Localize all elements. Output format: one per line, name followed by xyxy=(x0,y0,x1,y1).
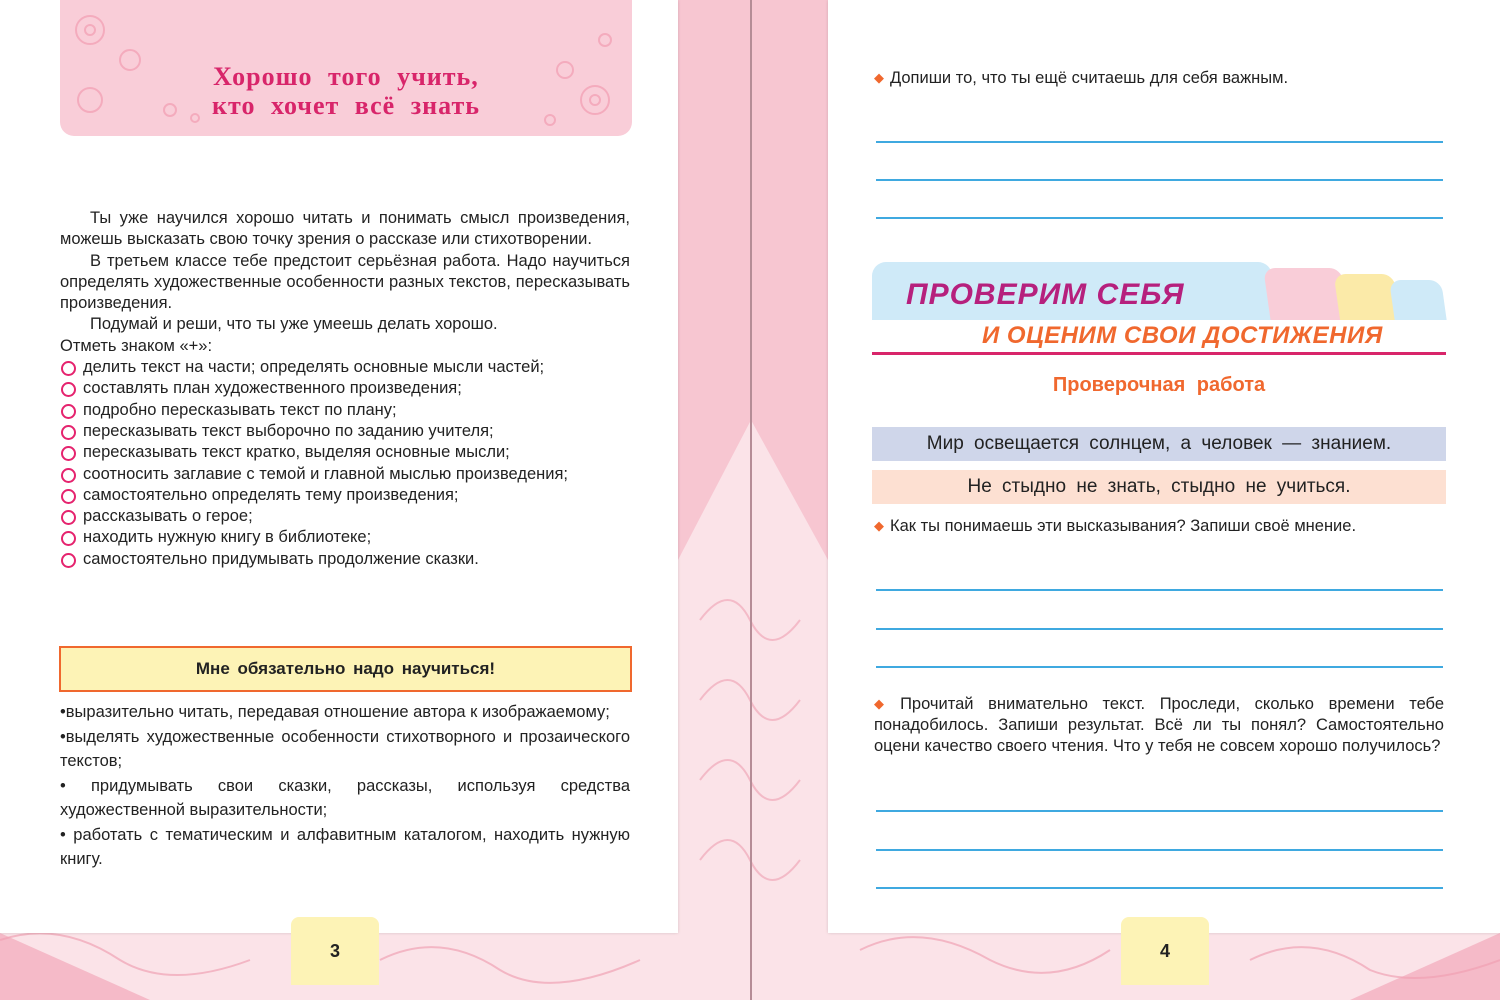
list-item: • придумывать свои сказки, рассказы, используя средства художественной выразительности; xyxy=(60,776,630,819)
section-title: ПРОВЕРИМ СЕБЯ xyxy=(906,278,1185,311)
book-spine xyxy=(750,0,752,1000)
answer-line[interactable] xyxy=(876,887,1443,889)
skill-checklist xyxy=(60,357,630,570)
checkbox-circle-icon[interactable] xyxy=(61,489,76,504)
list-item: самостоятельно придумывать продолжение сказки. xyxy=(60,549,630,570)
answer-line[interactable] xyxy=(876,141,1443,143)
paragraph: Отметь знаком «+»: xyxy=(60,336,213,355)
answer-line[interactable] xyxy=(876,666,1443,668)
page-number-left: 3 xyxy=(291,917,379,985)
checkbox-circle-icon[interactable] xyxy=(61,531,76,546)
intro-text xyxy=(60,208,630,570)
list-item: •выразительно читать, передавая отношение автора к изображаемому; xyxy=(60,703,610,721)
quote-2: Не стыдно не знать, стыдно не учиться. xyxy=(872,470,1446,504)
must-learn-heading: Мне обязательно надо научиться! xyxy=(59,646,632,692)
answer-line[interactable] xyxy=(876,217,1443,219)
section-header xyxy=(872,258,1446,358)
task-3: ◆ Прочитай внимательно текст. Проследи, сколько времени тебе понадобилось. Запиши результат. Всё ли ты понял? Самостоятельно оцени качество своего чтения. Что у тебя не совсем хорошо получилось? xyxy=(874,695,1445,755)
list-item: находить нужную книгу в библиотеке; xyxy=(60,527,630,548)
test-title: Проверочная работа xyxy=(1052,374,1266,396)
quote-1: Мир освещается солнцем, а человек — знанием. xyxy=(872,427,1446,461)
answer-line[interactable] xyxy=(876,179,1443,181)
list-item: пересказывать текст выборочно по заданию учителя; xyxy=(60,421,630,442)
paragraph: Ты уже научился хорошо читать и понимать смысл произведения, можешь высказать свою точку зрения о рассказе или стихотворении. xyxy=(60,209,630,249)
task-2: ◆ Как ты понимаешь эти высказывания? Запиши своё мнение. xyxy=(874,517,1357,535)
list-item: самостоятельно определять тему произведения; xyxy=(60,485,630,506)
answer-line[interactable] xyxy=(876,628,1443,630)
list-item: делить текст на части; определять основные мысли частей; xyxy=(60,357,630,378)
list-item: • работать с тематическим и алфавитным каталогом, находить нужную книгу. xyxy=(60,825,630,868)
list-item: подробно пересказывать текст по плану; xyxy=(60,400,630,421)
answer-line[interactable] xyxy=(876,589,1443,591)
checkbox-circle-icon[interactable] xyxy=(61,382,76,397)
list-item: составлять план художественного произведения; xyxy=(60,378,630,399)
paragraph: Подумай и реши, что ты уже умеешь делать хорошо. xyxy=(90,315,498,334)
answer-line[interactable] xyxy=(876,810,1443,812)
checkbox-circle-icon[interactable] xyxy=(61,510,76,525)
page-title xyxy=(60,62,632,120)
divider xyxy=(872,352,1446,355)
must-learn-list xyxy=(60,700,630,872)
diamond-bullet-icon: ◆ xyxy=(874,696,895,711)
checkbox-circle-icon[interactable] xyxy=(61,361,76,376)
page-number-right: 4 xyxy=(1121,917,1209,985)
checkbox-circle-icon[interactable] xyxy=(61,404,76,419)
checkbox-circle-icon[interactable] xyxy=(61,446,76,461)
paragraph: В третьем классе тебе предстоит серьёзная работа. Надо научиться определять художественные особенности разных текстов, пересказывать произведения. xyxy=(60,251,630,313)
title-line-1: Хорошо того учить, xyxy=(213,62,479,91)
list-item: соотносить заглавие с темой и главной мыслью произведения; xyxy=(60,464,630,485)
checkbox-circle-icon[interactable] xyxy=(61,553,76,568)
list-item: пересказывать текст кратко, выделяя основные мысли; xyxy=(60,442,630,463)
list-item: рассказывать о герое; xyxy=(60,506,630,527)
checkbox-circle-icon[interactable] xyxy=(61,468,76,483)
task-1: ◆ Допиши то, что ты ещё считаешь для себя важным. xyxy=(874,69,1289,87)
answer-line[interactable] xyxy=(876,849,1443,851)
list-item: •выделять художественные особенности стихотворного и прозаического текстов; xyxy=(60,727,630,770)
diamond-bullet-icon: ◆ xyxy=(874,518,884,533)
checkbox-circle-icon[interactable] xyxy=(61,425,76,440)
diamond-bullet-icon: ◆ xyxy=(874,70,884,85)
right-page xyxy=(828,0,1500,933)
section-subtitle: И ОЦЕНИМ СВОИ ДОСТИЖЕНИЯ xyxy=(982,322,1383,349)
title-line-2: кто хочет всё знать xyxy=(212,91,480,120)
